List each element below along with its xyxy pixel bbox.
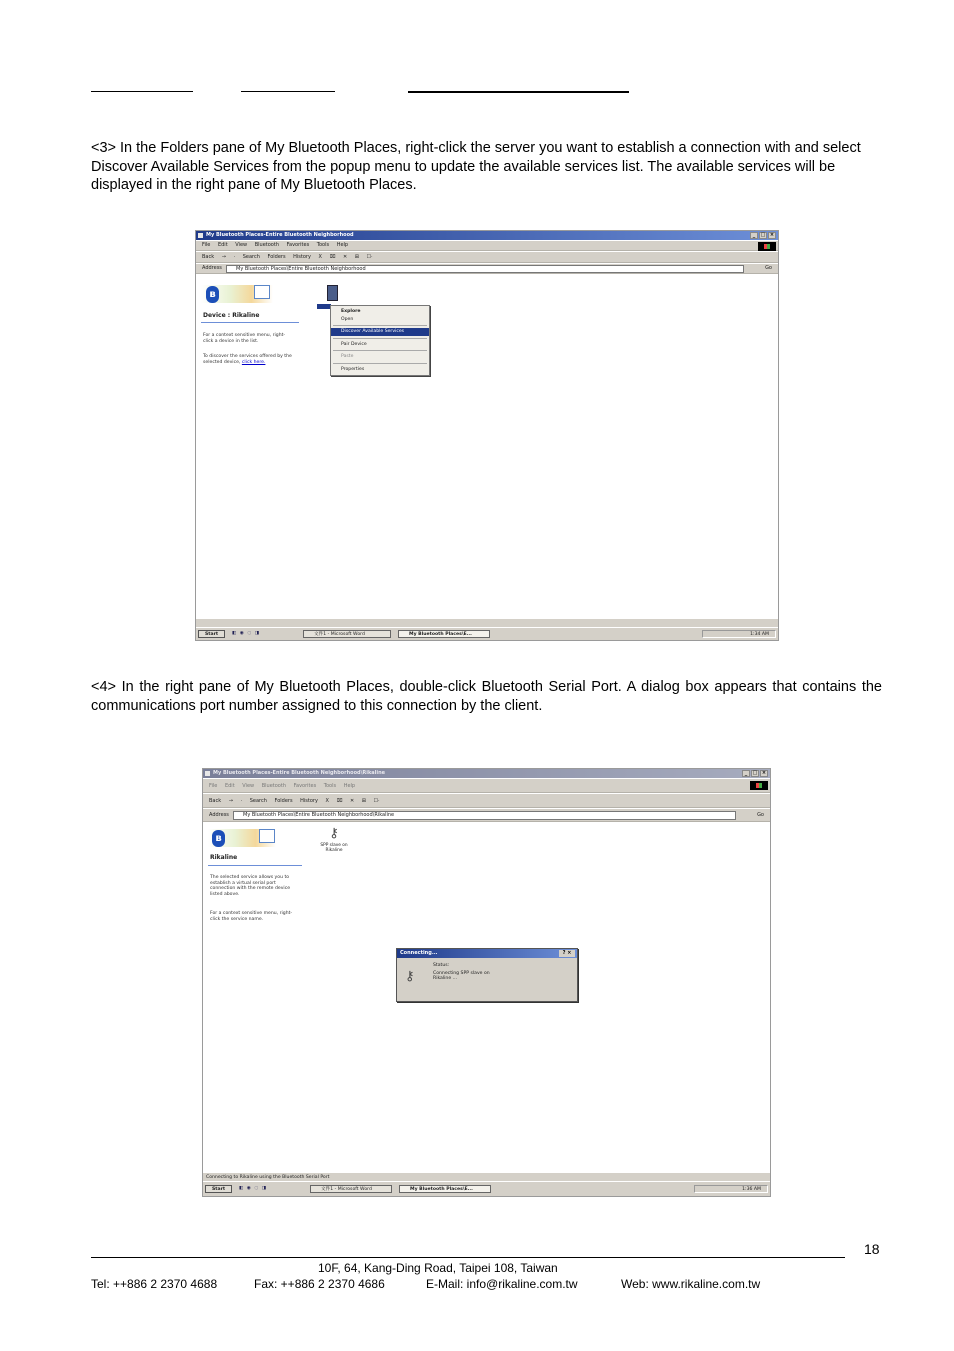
maximize-icon[interactable]: □: [760, 232, 766, 238]
dialog-titlebar: [397, 949, 577, 958]
pane-text-2-body: To discover the services offered by the selected device,: [203, 354, 292, 365]
pane-text-2: For a context sensitive menu, right-click the service name.: [210, 911, 293, 922]
menu-item-discover-services[interactable]: Discover Available Services: [331, 328, 429, 336]
menu-edit[interactable]: Edit: [217, 242, 228, 248]
start-button[interactable]: Start: [198, 630, 225, 638]
connecting-dialog: [396, 948, 578, 1002]
clock: 1:36 AM: [742, 1187, 761, 1192]
taskbar-bluetooth-places[interactable]: My Bluetooth Places\E...: [399, 1185, 491, 1193]
screenshot-connecting-spp: [202, 768, 771, 1197]
context-menu: [330, 305, 430, 376]
system-tray: [694, 1185, 768, 1193]
folders-button[interactable]: Folders: [274, 798, 293, 804]
pane-text-1: The selected service allows you to establish a virtual serial port connection with the remote device listed above.: [210, 875, 291, 897]
delete-icon[interactable]: ✕: [342, 254, 348, 260]
go-button[interactable]: Go: [765, 265, 772, 271]
service-title: Rikaline: [210, 854, 238, 861]
search-button[interactable]: Search: [249, 798, 267, 804]
device-icon[interactable]: [327, 285, 338, 301]
copy-to-icon[interactable]: ⌧: [329, 254, 336, 260]
window-title: My Bluetooth Places-Entire Bluetooth Neighborhood: [206, 232, 354, 238]
click-here-link[interactable]: click here.: [241, 359, 266, 365]
menu-help[interactable]: Help: [343, 783, 356, 789]
menu-view[interactable]: View: [235, 242, 248, 248]
move-to-icon[interactable]: X: [325, 798, 329, 804]
page-number: 18: [864, 1241, 880, 1257]
window-app-icon: [205, 771, 210, 776]
go-button[interactable]: Go: [757, 812, 764, 818]
window-controls: [742, 770, 768, 777]
close-icon[interactable]: ×: [769, 232, 775, 238]
menu-bluetooth[interactable]: Bluetooth: [261, 783, 286, 789]
up-button[interactable]: ·: [233, 254, 236, 260]
folders-button[interactable]: Folders: [267, 254, 286, 260]
header-rule-3: [408, 91, 629, 93]
pane-text-1: For a context sensitive menu, right-click a device in the list.: [203, 333, 286, 344]
bluetooth-icon: ʙ: [206, 286, 219, 303]
dialog-title: Connecting...: [400, 950, 438, 956]
menu-view[interactable]: View: [242, 783, 255, 789]
views-icon[interactable]: ☐·: [373, 798, 380, 804]
menu-tools[interactable]: Tools: [316, 242, 330, 248]
toolbar: [203, 794, 770, 808]
menu-edit[interactable]: Edit: [224, 783, 235, 789]
history-button[interactable]: History: [300, 798, 318, 804]
dialog-close-icon[interactable]: ? ×: [559, 950, 575, 957]
spp-service-item[interactable]: [314, 827, 354, 853]
minimize-icon[interactable]: _: [750, 232, 758, 239]
menu-separator: [333, 350, 427, 351]
close-icon[interactable]: ×: [761, 770, 767, 776]
taskbar: [196, 627, 778, 640]
window-titlebar: [196, 231, 778, 240]
footer-tel: Tel: ++886 2 2370 4688: [91, 1277, 218, 1291]
menu-separator: [333, 338, 427, 339]
dialog-status-label: Status:: [433, 963, 450, 968]
serial-port-icon: ⚷: [405, 969, 415, 984]
footer-rule: [91, 1257, 845, 1258]
menu-file[interactable]: File: [202, 242, 211, 248]
undo-icon[interactable]: ⊞: [361, 798, 366, 804]
step3-paragraph: <3> In the Folders pane of My Bluetooth Places, right-click the server you want to establish a connection with and select Discover Available Services from the popup menu to update the available services list. The available services will be displayed in the right pane of My Bluetooth Places.: [91, 140, 861, 193]
menu-item-explore[interactable]: Explore: [341, 309, 361, 314]
undo-icon[interactable]: ⊞: [354, 254, 359, 260]
back-button[interactable]: Back: [202, 254, 215, 260]
address-value: My Bluetooth Places\Entire Bluetooth Neighborhood: [236, 266, 366, 272]
header-rule-2: [241, 91, 335, 92]
history-button[interactable]: History: [293, 254, 311, 260]
quick-launch-icons[interactable]: ◧ ◉ ◌ ◨: [239, 1186, 268, 1191]
bluetooth-icon: ʙ: [212, 830, 225, 847]
dialog-status-text: Connecting SPP slave on Rikaline ...: [433, 970, 490, 981]
window-controls: [750, 232, 776, 239]
header-rule-1: [91, 91, 193, 92]
address-bar: [203, 809, 770, 822]
footer-web[interactable]: Web: www.rikaline.com.tw: [621, 1277, 761, 1291]
windows-logo-icon: [750, 781, 768, 790]
banner-frame: [254, 285, 270, 299]
copy-to-icon[interactable]: ⌧: [336, 798, 343, 804]
serial-port-icon: ⚷: [329, 826, 339, 841]
banner-frame: [259, 829, 275, 843]
menu-item-paste: Paste: [341, 354, 354, 359]
menu-item-properties[interactable]: Properties: [341, 366, 365, 372]
spp-service-label: SPP slave on Rikaline: [320, 843, 348, 853]
window-title: My Bluetooth Places-Entire Bluetooth Neighborhood\Rikaline: [213, 770, 386, 776]
address-label: Address: [202, 265, 222, 271]
dialog-status: [433, 963, 509, 982]
footer-fax: Fax: ++886 2 2370 4686: [254, 1277, 385, 1291]
content-area: [203, 823, 770, 1172]
menu-bar: [196, 241, 778, 251]
start-button[interactable]: Start: [205, 1185, 232, 1193]
forward-button[interactable]: →: [228, 798, 233, 804]
device-label-selected[interactable]: [317, 304, 331, 309]
pane-text-2: [203, 354, 293, 365]
content-area: [196, 275, 778, 619]
menu-bluetooth[interactable]: Bluetooth: [254, 242, 279, 248]
menu-help[interactable]: Help: [336, 242, 349, 248]
taskbar-bluetooth-places[interactable]: My Bluetooth Places\E...: [398, 630, 490, 638]
menu-file[interactable]: File: [209, 783, 218, 789]
taskbar-word[interactable]: 文件1 - Microsoft Word: [303, 630, 391, 638]
address-bar: [196, 264, 778, 274]
footer-address: 10F, 64, Kang-Ding Road, Taipei 108, Taiwan: [318, 1261, 558, 1275]
clock: 1:34 AM: [750, 632, 769, 637]
move-to-icon[interactable]: X: [318, 254, 322, 260]
menu-favorites[interactable]: Favorites: [293, 783, 317, 789]
address-value: My Bluetooth Places\Entire Bluetooth Neighborhood\Rikaline: [243, 812, 395, 818]
search-button[interactable]: Search: [242, 254, 260, 260]
minimize-icon[interactable]: _: [742, 770, 750, 777]
address-input[interactable]: [226, 265, 744, 273]
window-app-icon: [198, 233, 203, 238]
menu-separator: [333, 325, 427, 326]
taskbar-word[interactable]: 文件1 - Microsoft Word: [310, 1185, 392, 1193]
menu-bar: [203, 779, 770, 793]
device-title: Device : Rikaline: [203, 312, 260, 319]
menu-favorites[interactable]: Favorites: [286, 242, 310, 248]
toolbar: [196, 252, 778, 263]
forward-button[interactable]: →: [221, 254, 226, 260]
window-titlebar: [203, 769, 770, 778]
system-tray: [702, 630, 776, 638]
windows-logo-icon: [758, 242, 776, 251]
status-text: Connecting to Rikaline using the Bluetooth Serial Port: [206, 1175, 330, 1180]
taskbar: [203, 1181, 770, 1196]
screenshot-discover-services: [195, 230, 779, 641]
up-button[interactable]: ·: [240, 798, 243, 804]
delete-icon[interactable]: ✕: [349, 798, 355, 804]
menu-separator: [333, 363, 427, 364]
menu-item-open[interactable]: Open: [341, 316, 354, 322]
maximize-icon[interactable]: □: [752, 770, 758, 776]
menu-tools[interactable]: Tools: [323, 783, 337, 789]
pane-divider: [208, 865, 302, 866]
quick-launch-icons[interactable]: ◧ ◉ ◌ ◨: [232, 631, 261, 636]
address-input[interactable]: [233, 811, 736, 820]
back-button[interactable]: Back: [209, 798, 222, 804]
pane-divider: [201, 322, 299, 323]
menu-item-pair-device[interactable]: Pair Device: [341, 341, 367, 347]
step4-paragraph: <4> In the right pane of My Bluetooth Places, double-click Bluetooth Serial Port. A dialog box appears that contains the communications port number assigned to this connection by the client.: [91, 679, 882, 714]
address-label: Address: [209, 812, 229, 818]
views-icon[interactable]: ☐·: [366, 254, 373, 260]
footer-email[interactable]: E-Mail: info@rikaline.com.tw: [426, 1277, 578, 1291]
